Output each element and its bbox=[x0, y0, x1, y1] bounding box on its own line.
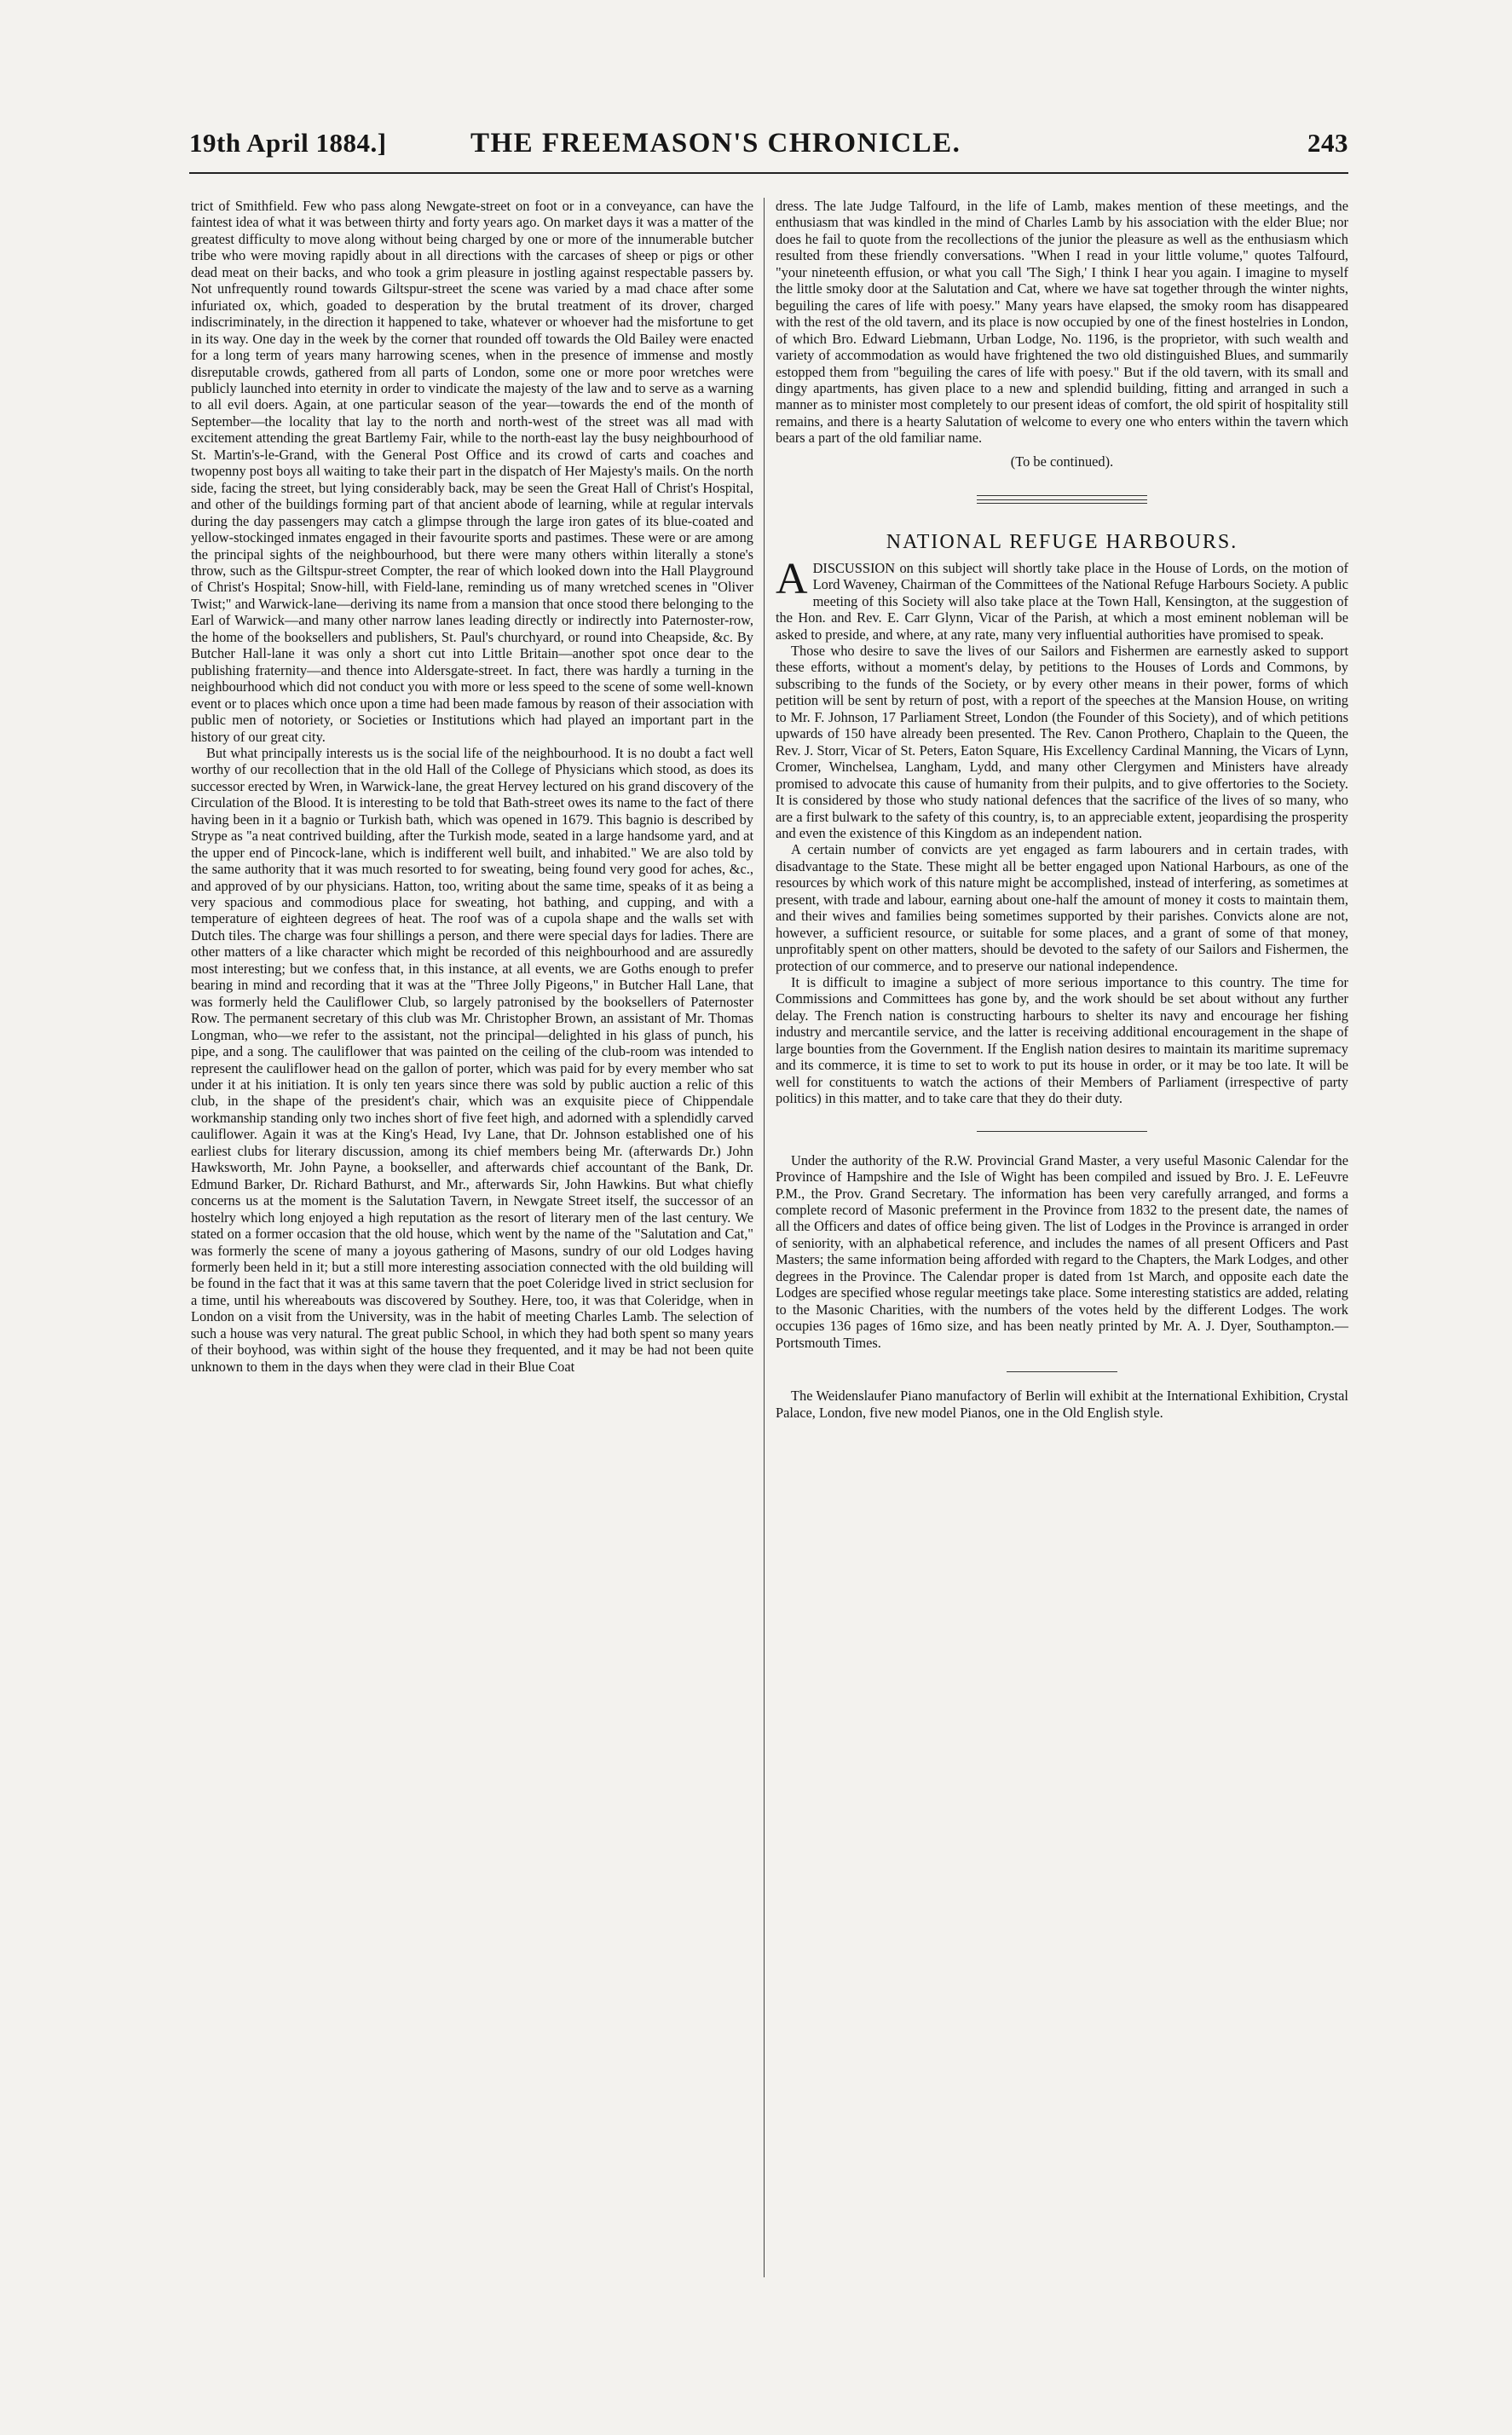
refuge-paragraph: Those who desire to save the lives of our Sailors and Fishermen are earnestly asked to support these efforts, without a moment's delay, by petitions to the Houses of Lords and Commons, by subscribing to the funds of the Society, or by every other means in their power, forms of which petition will be sent by return of post, with a report of the speeches at the Mansion House, on writing to Mr. F. Johnson, 17 Parliament Street, London (the Founder of this Society), and of which petitions upwards of 150 have already been presented. The Rev. Canon Prothero, Chaplain to the Queen, the Rev. J. Storr, Vicar of St. Peters, Eaton Square, His Excellency Cardinal Manning, the Vicars of Lynn, Cromer, Winchelsea, Langham, Lydd, and many other Clergymen and Ministers have already promised to advocate this cause of humanity from their pulpits, and to give offertories to the Society. It is considered by those who study national defences that the sacrifice of the lives of so many, who are a first bulwark to the safety of this country, is, to an appreciable extent, jeopardising the prosperity and even the existence of this Kingdom as an independent nation. bbox=[776, 642, 1348, 841]
calendar-paragraph: Under the authority of the R.W. Provincial Grand Master, a very useful Masonic Calendar for the Province of Hampshire and the Isle of Wight has been compiled and issued by Bro. J. E. LeFeuvre P.M., the Prov. Grand Secretary. The information has been very carefully arranged, and forms a complete record of Masonic preferment in the Province from 1832 to the present date, the names of all the Officers and dates of office being given. The list of Lodges in the Province is arranged in order of seniority, with an alphabetical reference, and includes the names of all present Officers and Past Masters; the same information being afforded with regard to the Chapters, the Mark Lodges, and other degrees in the Province. The Calendar proper is dated from 1st March, and opposite each date the Lodges are specified whose regular meetings take place. Some interesting statistics are added, relating to the Masonic Charities, with the numbers of the votes held by the different Lodges. The work occupies 136 pages of 16mo size, and has been neatly printed by Mr. A. J. Dyer, Southampton.—Portsmouth Times. bbox=[776, 1151, 1348, 1351]
right-column bbox=[776, 198, 1348, 1421]
section-title: NATIONAL REFUGE HARBOURS. bbox=[886, 531, 1238, 554]
page-number: 243 bbox=[1307, 128, 1348, 158]
refuge-paragraph: It is difficult to imagine a subject of more serious importance to this country. The time for Commissions and Committees has gone by, and the work should be set about without any further delay. The French nation is constructing harbours to shelter its navy and encourage her fishing industry and mercantile service, and the latter is receiving additional encouragement in the shape of large bounties from the Government. If the English nation desires to maintain its maritime supremacy and its commerce, it is time to set to work to put its house in order, or it may be too late. It will be well for constituents to watch the actions of their Members of Parliament (irrespective of party politics) in this matter, and to take care that they do their duty. bbox=[776, 974, 1348, 1107]
article-paragraph: But what principally interests us is the social life of the neighbourhood. It is no doubt a fact well worthy of our recollection that in the old Hall of the College of Physicians which stood, as does its successor erected by Wren, in Warwick-lane, the great Hervey lectured on his grand discovery of the Circulation of the Blood. It is interesting to be told that Bath-street owes its name to the fact of there having been in it a bagnio or Turkish bath, which was opened in 1679. This bagnio is described by Strype as "a neat contrived building, after the Turkish mode, seated in a large handsome yard, and at the upper end of Pincock-lane, which is indifferent well built, and inhabited." We are also told by the same authority that it was much resorted to for sweating, being found very good for aches, &c., and approved of by our physicians. Hatton, too, writing about the same time, speaks of it as being a very spacious and commodious place for sweating, hot bathing, and cupping, and with a temperature of eighteen degrees of heat. The roof was of a cupola shape and the walls set with Dutch tiles. The charge was four shillings a person, and there were special days for ladies. There are other matters of a like character which might be recorded of this neighbourhood and are assuredly most interesting; but we confess that, in this instance, at all events, we are Goths enough to prefer bearing in mind and recording that it was at the "Three Jolly Pigeons," in Butcher Hall Lane, that was formerly held the Cauliflower Club, so largely patronised by the booksellers of Paternoster Row. The permanent secretary of this club was Mr. Christopher Brown, an assistant of Mr. Thomas Longman, who—we refer to the assistant, not the principal—delighted in his glass of punch, his pipe, and a song. The cauliflower that was painted on the ceiling of the club-room was intended to represent the cauliflower head on the gallon of porter, which was paid for by every member who sat under it at his initiation. It is only ten years since there was sold by public auction a relic of this club, in the shape of the president's chair, which was an exquisite piece of Chippendale workmanship standing only two inches short of five feet high, and adorned with a splendidly carved cauliflower. Again it was at the King's Head, Ivy Lane, that Dr. Johnson established one of his earliest clubs for literary discussion, among its chief members being Mr. (afterwards Dr.) John Hawksworth, Mr. John Payne, a bookseller, and afterwards chief accountant of the Bank, Dr. Edmund Barker, Dr. Richard Bathurst, and Mr., afterwards Sir, John Hawkins. But what chiefly concerns us at the moment is the Salutation Tavern, in Newgate Street itself, the successor of an hostelry which long enjoyed a high reputation as the resort of literary men of the last century. We stated on a former occasion that the old house, which went by the name of the "Salutation and Cat," was formerly the scene of many a joyous gathering of Masons, sundry of our old Lodges having formerly been held in it; but a still more interesting association connected with the old building will be found in the fact that it was at this same tavern that the poet Coleridge lived in strict seclusion for a time, until his whereabouts was discovered by Southey. Here, too, it was that Coleridge, when in London on a visit from the University, was in the habit of meeting Charles Lamb. The selection of such a house was very natural. The great public School, in which they had both spent so many years of their boyhood, was within sight of the house they frequented, and it may be had not been quite unknown to them in the days when they were clad in their Blue Coat bbox=[191, 744, 753, 1375]
left-column bbox=[191, 198, 753, 1375]
drop-cap: A bbox=[776, 554, 808, 603]
issue-date: 19th April 1884.] bbox=[189, 128, 387, 158]
article-continuation: dress. The late Judge Talfourd, in the life of Lamb, makes mention of these meetings, and the enthusiasm that was kindled in the mind of Charles Lamb by his association with the elder Blue; nor does he fail to quote from the recollections of the junior the pleasure as well as the enthusiasm which resulted from these friendly conversations. "When I read in your little volume," quotes Talfourd, "your nineteenth effusion, or what you call 'The Sigh,' I think I hear you again. I imagine to myself the little smoky door at the Salutation and Cat, where we have sat together through the winter nights, beguiling the cares of life with poesy." Many years have elapsed, the smoky room has disappeared with the rest of the old tavern, and its place is now occupied by one of the finest hostelries in London, of which Bro. Edward Liebmann, Urban Lodge, No. 1196, is the proprietor, with such wealth and variety of accommodation as would have frightened the two old distinguished Blues, and summarily estopped them from "beguiling the cares of life with poesy." But if the old tavern, with its small and dingy apartments, has given place to a new and splendid building, fitting and arranged in such a manner as to minister most completely to our present ideas of comfort, the old spirit of hospitality still remains, and there is a hearty Salutation of welcome to every one who enters within the tavern which bears a part of the old familiar name. bbox=[776, 198, 1348, 447]
refuge-paragraph-lead bbox=[776, 554, 1348, 643]
to-be-continued: (To be continued). bbox=[1010, 453, 1114, 470]
section-rule bbox=[977, 495, 1147, 496]
section-double-rule bbox=[977, 499, 1147, 504]
refuge-lead-text: DISCUSSION on this subject will shortly take place in the House of Lords, on the motion of Lord Waveney, Chairman of the Committees of the National Refuge Harbours Society. A public meeting of this Society will also take place at the Town Hall, Kensington, at the suggestion of the Hon. and Rev. E. Carr Glynn, Vicar of the Parish, at which a most eminent nobleman will be asked to preside, and where, at any rate, many very influential authorities have promised to speak. bbox=[776, 559, 1348, 643]
separator-rule-short bbox=[1007, 1371, 1117, 1372]
article-paragraph: trict of Smithfield. Few who pass along Newgate-street on foot or in a conveyance, can have the faintest idea of what it was between thirty and forty years ago. On market days it was a matter of the greatest difficulty to move along without being charged by one or more of the innumerable butcher tribe who were moving rapidly about in all directions with the carcases of sheep or pigs or other dead meat on their backs, and who took a grim pleasure in jostling against respectable passers by. Not unfrequently round towards Giltspur-street the scene was varied by a mad chace after some infuriated ox, which, goaded to desperation by the brutal treatment of its drover, charged indiscriminately, in the direction it happened to take, whatever or whoever had the misfortune to get in its way. One day in the week by the corner that rounded off towards the Old Bailey were enacted for a long term of years many harrowing scenes, when in the presence of immense and mostly disreputable crowds, gathered from all parts of London, some one or more poor wretches were publicly launched into eternity in order to vindicate the majesty of the law and to serve as a warning to all evil doers. Again, at one particular season of the year—towards the end of the month of September—the locality that lay to the north and north-west of the street was all mad with excitement attending the great Bartlemy Fair, while to the north-east lay the busy neighbourhood of St. Martin's-le-Grand, with the General Post Office and its crowd of carts and coaches and twopenny post boys all waiting to take their part in the dispatch of Her Majesty's mails. On the north side, facing the street, but lying considerably back, may be seen the Great Hall of Christ's Hospital, and other of the buildings forming part of that ancient abode of learning, while at regular intervals during the day passengers may catch a glimpse through the large iron gates of its blue-coated and yellow-stockinged inmates engaged in their favourite sports and pastimes. These were or are among the principal sights of the neighbourhood, but there were many others within literally a stone's throw, such as the Giltspur-street Compter, the rear of which looked down into the Hall Playground of Christ's Hospital; Snow-hill, with Field-lane, reminding us of many wretched scenes in "Oliver Twist;" and Warwick-lane—deriving its name from a mansion that once stood there belonging to the Earl of Warwick—and many other narrow lanes leading directly or indirectly into Paternoster-row, the home of the booksellers and publishers, St. Paul's churchyard, or round into Cheapside, &c. By Butcher Hall-lane it was only a short cut into Little Britain—another spot once dear to the publishing fraternity—and thence into Aldersgate-street. In fact, there was hardly a turning in the neighbourhood which did not conduct you with more or less speed to the scene of some well-known event or to places which once upon a time had been made famous by reason of their association with public men of notoriety, or Societies or Institutions which had played an important part in the history of our great city. bbox=[191, 198, 753, 745]
refuge-paragraph: A certain number of convicts are yet engaged as farm labourers and in certain trades, with disadvantage to the State. These might all be better engaged upon National Harbours, as one of the resources by which work of this nature might be accomplished, instead of interfering, as sometimes at present, with trade and labour, earning about one-half the amount of money it costs to maintain them, and their wives and families being sometimes supported by their parishes. Convicts alone are not, however, a sufficient resource, or suitable for some places, and a grant of some of that money, unprofitably spent on other matters, should be devoted to the safety of our Sailors and Fishermen, the protection of our commerce, and to preserve our national independence. bbox=[776, 841, 1348, 974]
publication-title: THE FREEMASON'S CHRONICLE. bbox=[470, 128, 961, 159]
column-divider bbox=[764, 198, 765, 2277]
piano-paragraph: The Weidenslaufer Piano manufactory of Berlin will exhibit at the International Exhibition, Crystal Palace, London, five new model Pianos, one in the Old English style. bbox=[776, 1388, 1348, 1421]
separator-rule bbox=[977, 1131, 1147, 1132]
page-header bbox=[189, 126, 1348, 174]
